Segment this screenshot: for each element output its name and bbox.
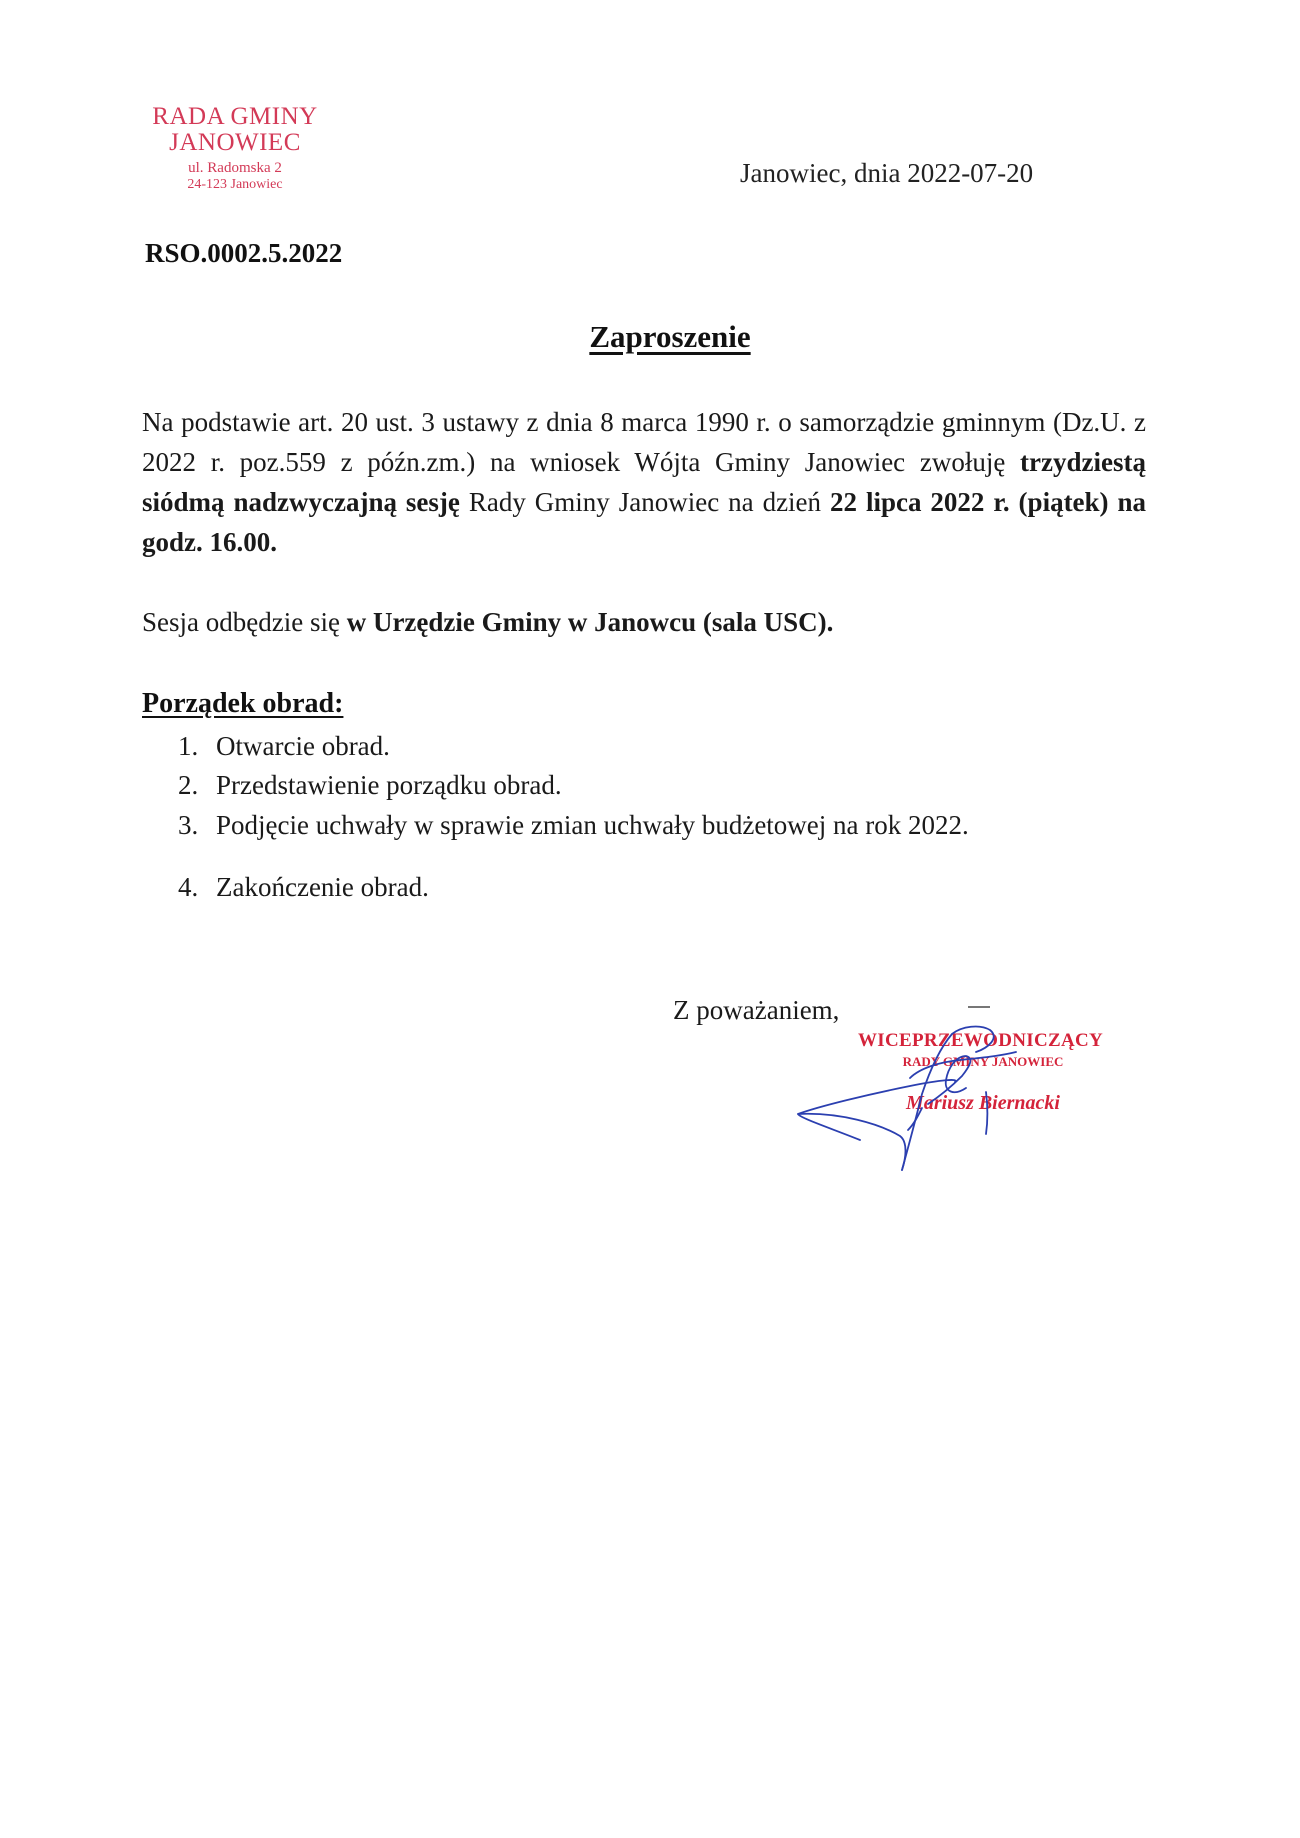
agenda-item-text: Zakończenie obrad. [216, 872, 429, 902]
session-place: w Urzędzie Gminy w Janowcu (sala USC). [346, 607, 834, 637]
paragraph-bold-1: trzydziestą siódmą nadzwyczajną sesję [142, 447, 1146, 517]
signature-stamp-org: RADY GMINY JANOWIEC [902, 1054, 1064, 1069]
agenda-item-text: Otwarcie obrad. [216, 731, 390, 761]
closing-phrase: Z poważaniem, [673, 995, 840, 1025]
agenda-item [178, 770, 562, 801]
handwritten-signature [790, 1008, 1060, 1178]
council-stamp [145, 104, 325, 193]
paragraph-text-1: Na podstawie art. 20 ust. 3 ustawy z dnia 8 marca 1990 r. o samorządzie gminnym (Dz.U. z 2022 r. poz.559 z późn.zm.) na wniosek Wójta Gminy Janowiec zwołuję [142, 407, 1146, 477]
paragraph-text-2: Rady Gminy Janowiec na dzień [459, 487, 830, 517]
document-date: Janowiec, dnia 2022-07-20 [740, 158, 1034, 188]
session-prefix: Sesja odbędzie się [142, 607, 347, 637]
agenda-item-number: 1. [178, 731, 199, 761]
agenda-item-text: Przedstawienie porządku obrad. [216, 770, 562, 800]
session-location [142, 607, 833, 638]
agenda-item-number: 4. [178, 872, 199, 902]
agenda-item-number: 3. [178, 810, 199, 840]
body-paragraph [142, 402, 1146, 562]
reference-number: RSO.0002.5.2022 [145, 238, 343, 268]
agenda-item [178, 810, 969, 841]
agenda-heading: Porządek obrad: [142, 688, 344, 719]
agenda-item [178, 872, 429, 903]
signature-stamp-name: Mariusz Biernacki [906, 1092, 1060, 1114]
paragraph-bold-2: 22 lipca 2022 r. (piątek) na godz. 16.00. [142, 487, 1147, 557]
agenda-item-text: Podjęcie uchwały w sprawie zmian uchwały budżetowej na rok 2022. [216, 810, 969, 840]
stamp-postal: 24-123 Janowiec [187, 177, 283, 193]
document-title: Zaproszenie [589, 319, 751, 354]
signature-stamp-title: WICEPRZEWODNICZĄCY [858, 1030, 1104, 1051]
stamp-line-1: RADA GMINY [152, 103, 318, 130]
stamp-address: ul. Radomska 2 [188, 159, 282, 176]
stamp-line-2: JANOWIEC [169, 129, 301, 157]
agenda-item [178, 731, 390, 762]
agenda-item-number: 2. [178, 770, 199, 800]
